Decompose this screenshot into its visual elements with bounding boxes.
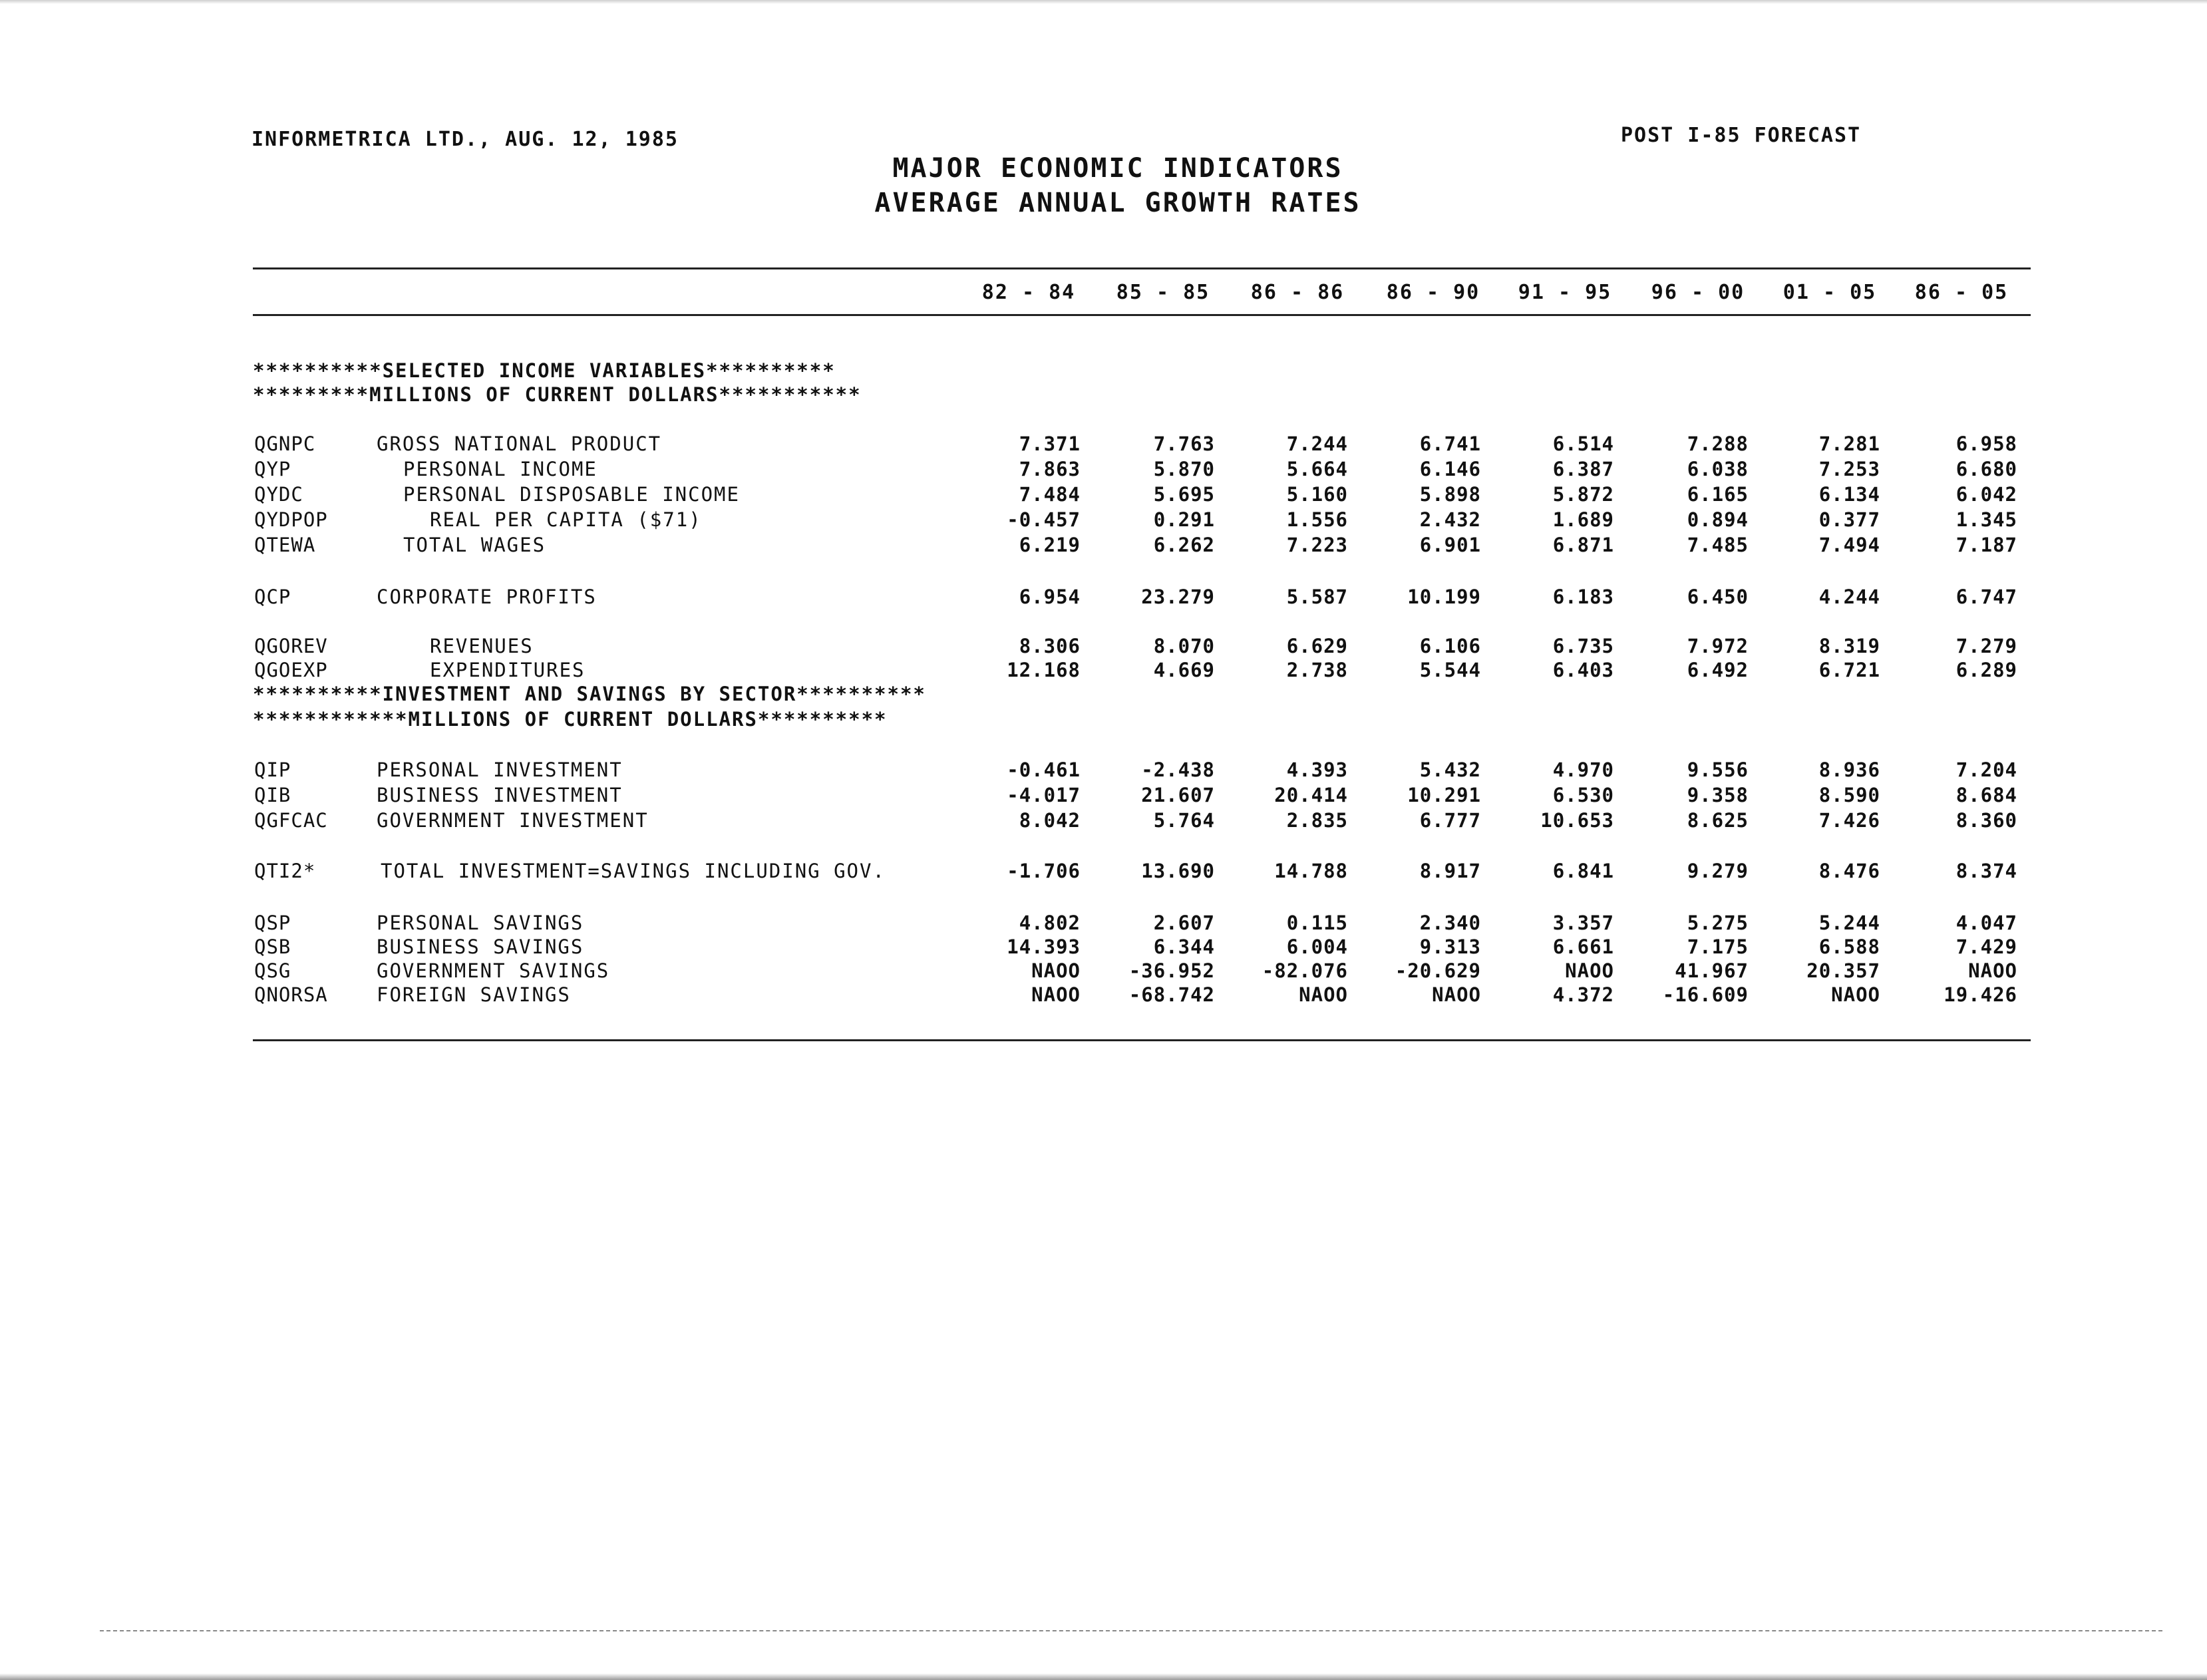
- variable-label: EXPENDITURES: [430, 659, 586, 681]
- variable-label: PERSONAL SAVINGS: [377, 912, 584, 934]
- column-header: 85 - 85: [1116, 281, 1210, 304]
- growth-rate-cell: 6.165: [1687, 483, 1749, 506]
- variable-code: QGNPC: [254, 432, 316, 455]
- growth-rate-cell: 12.168: [1007, 659, 1081, 681]
- growth-rate-cell: 4.393: [1286, 758, 1348, 781]
- growth-rate-cell: 6.514: [1552, 432, 1614, 455]
- growth-rate-cell: 6.841: [1552, 860, 1614, 882]
- growth-rate-cell: 6.344: [1153, 935, 1215, 958]
- variable-code: QCP: [254, 586, 291, 608]
- growth-rate-cell: -1.706: [1007, 860, 1081, 882]
- growth-rate-cell: 6.588: [1818, 935, 1880, 958]
- growth-rate-cell: 1.345: [1955, 508, 2017, 531]
- growth-rate-cell: 6.629: [1286, 635, 1348, 657]
- growth-rate-cell: 5.544: [1419, 659, 1481, 681]
- growth-rate-cell: 7.972: [1687, 635, 1749, 657]
- growth-rate-cell: 4.372: [1552, 983, 1614, 1006]
- growth-rate-cell: NAOO: [1565, 959, 1614, 982]
- growth-rate-cell: 7.371: [1019, 432, 1081, 455]
- table-row: [0, 483, 2207, 507]
- growth-rate-cell: -20.629: [1395, 959, 1481, 982]
- variable-code: QTI2*: [254, 860, 316, 882]
- growth-rate-cell: 8.476: [1818, 860, 1880, 882]
- growth-rate-cell: 5.764: [1153, 809, 1215, 832]
- growth-rate-cell: 7.281: [1818, 432, 1880, 455]
- document-title: MAJOR ECONOMIC INDICATORS: [892, 153, 1343, 184]
- growth-rate-cell: 7.279: [1955, 635, 2017, 657]
- growth-rate-cell: 23.279: [1141, 586, 1215, 608]
- variable-code: QTEWA: [254, 534, 316, 556]
- table-top-rule: [253, 267, 2031, 269]
- growth-rate-cell: 8.684: [1955, 784, 2017, 806]
- growth-rate-cell: 2.432: [1419, 508, 1481, 531]
- growth-rate-cell: -68.742: [1128, 983, 1215, 1006]
- variable-label: PERSONAL INVESTMENT: [377, 758, 623, 781]
- column-header: 86 - 90: [1386, 281, 1480, 304]
- variable-label: GOVERNMENT SAVINGS: [377, 959, 610, 982]
- table-row: [0, 959, 2207, 983]
- variable-label: CORPORATE PROFITS: [377, 586, 597, 608]
- growth-rate-cell: 4.047: [1955, 912, 2017, 934]
- forecast-label: POST I-85 FORECAST: [1621, 124, 1862, 147]
- growth-rate-cell: 10.199: [1407, 586, 1481, 608]
- growth-rate-cell: 6.492: [1687, 659, 1749, 681]
- growth-rate-cell: 6.530: [1552, 784, 1614, 806]
- table-row: [0, 860, 2207, 884]
- growth-rate-cell: 7.288: [1687, 432, 1749, 455]
- growth-rate-cell: 0.291: [1153, 508, 1215, 531]
- growth-rate-cell: 14.393: [1007, 935, 1081, 958]
- growth-rate-cell: 7.253: [1818, 458, 1880, 480]
- growth-rate-cell: 6.042: [1955, 483, 2017, 506]
- section-subheading: ************MILLIONS OF CURRENT DOLLARS**********: [253, 708, 888, 731]
- variable-code: QNORSA: [254, 983, 328, 1006]
- growth-rate-cell: 5.872: [1552, 483, 1614, 506]
- growth-rate-cell: 6.747: [1955, 586, 2017, 608]
- growth-rate-cell: 9.556: [1687, 758, 1749, 781]
- table-row: [0, 983, 2207, 1007]
- growth-rate-cell: 0.115: [1286, 912, 1348, 934]
- growth-rate-cell: 7.426: [1818, 809, 1880, 832]
- growth-rate-cell: 7.204: [1955, 758, 2017, 781]
- column-header: 86 - 05: [1914, 281, 2009, 304]
- table-header-rule: [253, 314, 2031, 316]
- growth-rate-cell: -36.952: [1128, 959, 1215, 982]
- growth-rate-cell: 6.777: [1419, 809, 1481, 832]
- growth-rate-cell: 6.183: [1552, 586, 1614, 608]
- growth-rate-cell: 8.042: [1019, 809, 1081, 832]
- variable-label: TOTAL INVESTMENT=SAVINGS INCLUDING GOV.: [381, 860, 886, 882]
- growth-rate-cell: 4.970: [1552, 758, 1614, 781]
- growth-rate-cell: 6.038: [1687, 458, 1749, 480]
- variable-code: QYDPOP: [254, 508, 328, 531]
- column-header: 91 - 95: [1518, 281, 1612, 304]
- table-row: [0, 432, 2207, 456]
- variable-code: QSP: [254, 912, 291, 934]
- variable-code: QIB: [254, 784, 291, 806]
- table-row: [0, 508, 2207, 532]
- page-edge-top: [0, 0, 2207, 4]
- table-row: [0, 784, 2207, 808]
- variable-label: PERSONAL DISPOSABLE INCOME: [403, 483, 740, 506]
- variable-label: PERSONAL INCOME: [403, 458, 597, 480]
- variable-code: QIP: [254, 758, 291, 781]
- growth-rate-cell: NAOO: [1031, 983, 1081, 1006]
- variable-label: TOTAL WAGES: [403, 534, 546, 556]
- growth-rate-cell: -16.609: [1662, 983, 1749, 1006]
- growth-rate-cell: 6.741: [1419, 432, 1481, 455]
- growth-rate-cell: -82.076: [1262, 959, 1348, 982]
- growth-rate-cell: 2.738: [1286, 659, 1348, 681]
- variable-label: GOVERNMENT INVESTMENT: [377, 809, 649, 832]
- document-source: INFORMETRICA LTD., AUG. 12, 1985: [252, 128, 679, 151]
- growth-rate-cell: 20.357: [1806, 959, 1880, 982]
- growth-rate-cell: 1.556: [1286, 508, 1348, 531]
- column-header: 01 - 05: [1783, 281, 1877, 304]
- growth-rate-cell: 6.403: [1552, 659, 1614, 681]
- growth-rate-cell: 8.360: [1955, 809, 2017, 832]
- growth-rate-cell: 9.279: [1687, 860, 1749, 882]
- growth-rate-cell: 0.894: [1687, 508, 1749, 531]
- growth-rate-cell: 6.134: [1818, 483, 1880, 506]
- variable-code: QYP: [254, 458, 291, 480]
- growth-rate-cell: 5.587: [1286, 586, 1348, 608]
- growth-rate-cell: 6.262: [1153, 534, 1215, 556]
- growth-rate-cell: 7.484: [1019, 483, 1081, 506]
- column-header: 96 - 00: [1651, 281, 1745, 304]
- growth-rate-cell: 2.340: [1419, 912, 1481, 934]
- growth-rate-cell: 8.070: [1153, 635, 1215, 657]
- growth-rate-cell: 7.244: [1286, 432, 1348, 455]
- growth-rate-cell: 6.387: [1552, 458, 1614, 480]
- variable-code: QGFCAC: [254, 809, 328, 832]
- growth-rate-cell: 8.374: [1955, 860, 2017, 882]
- growth-rate-cell: 6.004: [1286, 935, 1348, 958]
- growth-rate-cell: 8.590: [1818, 784, 1880, 806]
- growth-rate-cell: 8.625: [1687, 809, 1749, 832]
- growth-rate-cell: 6.661: [1552, 935, 1614, 958]
- growth-rate-cell: 6.146: [1419, 458, 1481, 480]
- growth-rate-cell: 5.432: [1419, 758, 1481, 781]
- growth-rate-cell: 5.160: [1286, 483, 1348, 506]
- document-subtitle: AVERAGE ANNUAL GROWTH RATES: [874, 188, 1361, 218]
- growth-rate-cell: 5.275: [1687, 912, 1749, 934]
- variable-code: QYDC: [254, 483, 303, 506]
- growth-rate-cell: 5.244: [1818, 912, 1880, 934]
- column-header: 86 - 86: [1250, 281, 1345, 304]
- growth-rate-cell: 6.871: [1552, 534, 1614, 556]
- growth-rate-cell: 19.426: [1944, 983, 2017, 1006]
- growth-rate-cell: 2.607: [1153, 912, 1215, 934]
- column-header: 82 - 84: [981, 281, 1076, 304]
- growth-rate-cell: 2.835: [1286, 809, 1348, 832]
- growth-rate-cell: 7.485: [1687, 534, 1749, 556]
- table-row: [0, 809, 2207, 833]
- variable-label: REAL PER CAPITA ($71): [430, 508, 702, 531]
- growth-rate-cell: 41.967: [1675, 959, 1749, 982]
- growth-rate-cell: 6.901: [1419, 534, 1481, 556]
- variable-label: GROSS NATIONAL PRODUCT: [377, 432, 662, 455]
- growth-rate-cell: NAOO: [1831, 983, 1880, 1006]
- growth-rate-cell: 6.106: [1419, 635, 1481, 657]
- growth-rate-cell: -0.457: [1007, 508, 1081, 531]
- growth-rate-cell: 6.219: [1019, 534, 1081, 556]
- growth-rate-cell: 5.898: [1419, 483, 1481, 506]
- variable-label: BUSINESS SAVINGS: [377, 935, 584, 958]
- growth-rate-cell: NAOO: [1031, 959, 1081, 982]
- variable-label: FOREIGN SAVINGS: [377, 983, 571, 1006]
- growth-rate-cell: NAOO: [1968, 959, 2017, 982]
- variable-label: BUSINESS INVESTMENT: [377, 784, 623, 806]
- table-row: [0, 458, 2207, 482]
- growth-rate-cell: 6.289: [1955, 659, 2017, 681]
- table-row: [0, 935, 2207, 959]
- growth-rate-cell: 9.358: [1687, 784, 1749, 806]
- growth-rate-cell: 6.680: [1955, 458, 2017, 480]
- page-edge-bottom: [0, 1673, 2207, 1680]
- variable-label: REVENUES: [430, 635, 534, 657]
- growth-rate-cell: 20.414: [1274, 784, 1348, 806]
- variable-code: QSB: [254, 935, 291, 958]
- growth-rate-cell: 8.319: [1818, 635, 1880, 657]
- growth-rate-cell: 8.917: [1419, 860, 1481, 882]
- growth-rate-cell: -0.461: [1007, 758, 1081, 781]
- growth-rate-cell: 4.244: [1818, 586, 1880, 608]
- growth-rate-cell: 5.695: [1153, 483, 1215, 506]
- growth-rate-cell: 5.870: [1153, 458, 1215, 480]
- table-row: [0, 635, 2207, 659]
- table-row: [0, 758, 2207, 782]
- growth-rate-cell: 1.689: [1552, 508, 1614, 531]
- growth-rate-cell: 14.788: [1274, 860, 1348, 882]
- growth-rate-cell: 5.664: [1286, 458, 1348, 480]
- table-row: [0, 659, 2207, 683]
- growth-rate-cell: 10.291: [1407, 784, 1481, 806]
- growth-rate-cell: 7.187: [1955, 534, 2017, 556]
- growth-rate-cell: 4.802: [1019, 912, 1081, 934]
- growth-rate-cell: 10.653: [1540, 809, 1614, 832]
- table-row: [0, 534, 2207, 558]
- variable-code: QGOREV: [254, 635, 328, 657]
- growth-rate-cell: 6.735: [1552, 635, 1614, 657]
- growth-rate-cell: 6.954: [1019, 586, 1081, 608]
- growth-rate-cell: 7.175: [1687, 935, 1749, 958]
- table-row: [0, 586, 2207, 609]
- table-row: [0, 912, 2207, 935]
- growth-rate-cell: 6.450: [1687, 586, 1749, 608]
- growth-rate-cell: 7.863: [1019, 458, 1081, 480]
- growth-rate-cell: -4.017: [1007, 784, 1081, 806]
- growth-rate-cell: 7.763: [1153, 432, 1215, 455]
- section-heading: **********SELECTED INCOME VARIABLES**********: [253, 359, 836, 382]
- growth-rate-cell: 6.958: [1955, 432, 2017, 455]
- variable-code: QGOEXP: [254, 659, 328, 681]
- section-subheading: *********MILLIONS OF CURRENT DOLLARS***********: [253, 383, 862, 406]
- growth-rate-cell: 6.721: [1818, 659, 1880, 681]
- growth-rate-cell: NAOO: [1299, 983, 1348, 1006]
- growth-rate-cell: 4.669: [1153, 659, 1215, 681]
- growth-rate-cell: 8.936: [1818, 758, 1880, 781]
- growth-rate-cell: NAOO: [1432, 983, 1481, 1006]
- growth-rate-cell: 7.429: [1955, 935, 2017, 958]
- table-bottom-rule: [253, 1039, 2031, 1041]
- growth-rate-cell: 7.494: [1818, 534, 1880, 556]
- growth-rate-cell: 3.357: [1552, 912, 1614, 934]
- growth-rate-cell: 13.690: [1141, 860, 1215, 882]
- section-heading: **********INVESTMENT AND SAVINGS BY SECTOR**********: [253, 683, 926, 705]
- growth-rate-cell: 8.306: [1019, 635, 1081, 657]
- variable-code: QSG: [254, 959, 291, 982]
- growth-rate-cell: -2.438: [1141, 758, 1215, 781]
- growth-rate-cell: 0.377: [1818, 508, 1880, 531]
- growth-rate-cell: 9.313: [1419, 935, 1481, 958]
- tractor-feed-marks: [100, 1610, 2162, 1631]
- growth-rate-cell: 7.223: [1286, 534, 1348, 556]
- growth-rate-cell: 21.607: [1141, 784, 1215, 806]
